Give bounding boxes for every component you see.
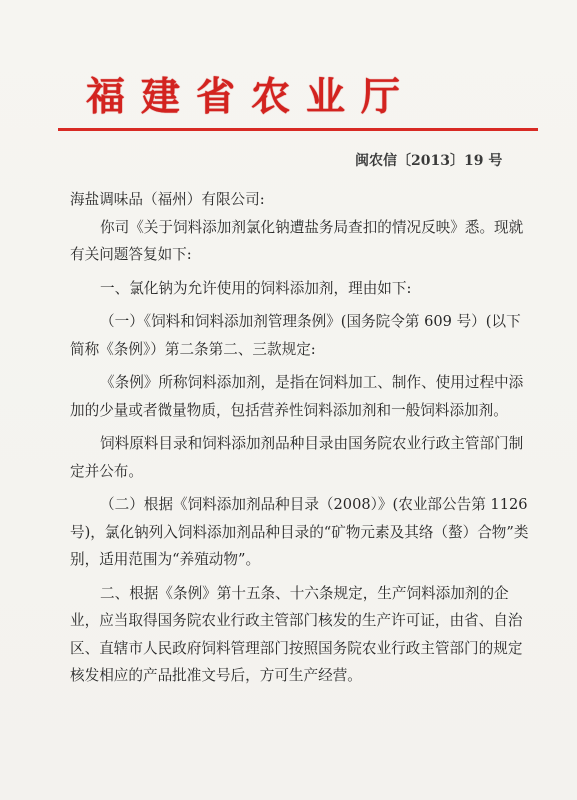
document-number: 闽农信〔2013〕19 号 — [355, 153, 503, 169]
paragraph-point-2: 二、根据《条例》第十五条、十六条规定，生产饲料添加剂的企业，应当取得国务院农业行政主管部门核发的生产许可证，由省、自治区、直辖市人民政府饲料管理部门按照国务院农业行政主管部门的规定核发相应的产品批准文号后，方可生产经营。 — [70, 584, 523, 684]
red-separator-line — [58, 128, 538, 131]
paragraph-quote-catalog: 饲料原料目录和饲料添加剂品种目录由国务院农业行政主管部门制定并公布。 — [70, 435, 524, 480]
salutation: 海盐调味品（福州）有限公司: — [70, 191, 265, 208]
paragraph-quote-definition: 《条例》所称饲料添加剂，是指在饲料加工、制作、使用过程中添加的少量或者微量物质，包括营养性饲料添加剂和一般饲料添加剂。 — [70, 374, 524, 419]
issuing-authority-masthead: 福建省农业厅 — [86, 74, 417, 120]
paragraph-point-1-1: （一）《饲料和饲料添加剂管理条例》(国务院令第 609 号）(以下简称《条例》）第二条第二、三款规定: — [70, 313, 521, 358]
paragraph-point-1-2: （二）根据《饲料添加剂品种目录（2008）》(农业部公告第 1126 号)，氯化钠列入饲料添加剂品种目录的“矿物元素及其络（螯）合物”类别，适用范围为“养殖动物”。 — [70, 496, 529, 568]
paragraph-point-1: 一、氯化钠为允许使用的饲料添加剂，理由如下: — [100, 279, 412, 297]
paragraph-intro: 你司《关于饲料添加剂氯化钠遭盐务局查扣的情况反映》悉。现就有关问题答复如下: — [70, 218, 524, 263]
letter-body — [70, 186, 530, 690]
